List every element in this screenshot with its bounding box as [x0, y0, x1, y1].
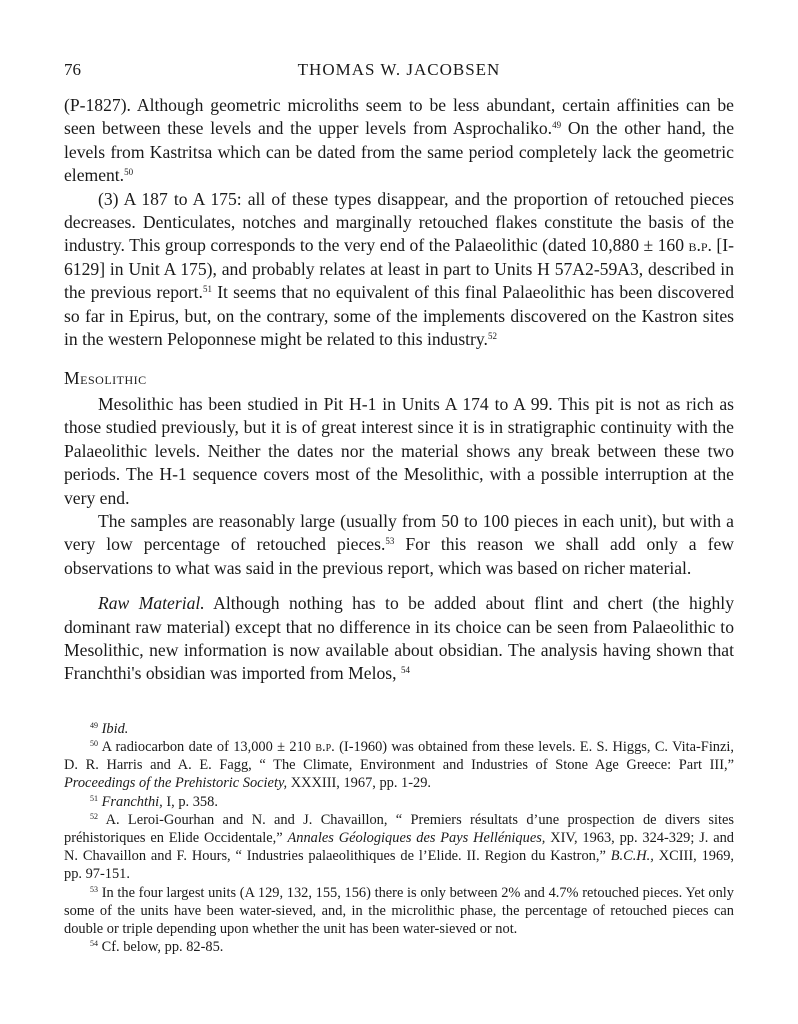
paragraph-5: Raw Material. Although nothing has to be added about flint and chert (the highly dominant raw material) except that no difference in its choice can be seen from Palaeolithic to Mesolithic, new information is now available about obsidian. The analysis having shown that Franchthi's obsidian was imported from Melos, $^{54}$ — [64, 593, 734, 684]
footnote-50: $^{50}$ A radiocarbon date of 13,000 ± 210 b.p. (I-1960) was obtained from these levels. E. S. Higgs, C. Vita-Finzi, D. R. Harris and A. E. Fagg, “ The Climate, Environment and Industries of Stone Age Greece: Part III,” Proceedings of the Prehistoric Society, XXXIII, 1967, pp. 1-29. — [64, 738, 734, 792]
footnote-52: $^{52}$ A. Leroi-Gourhan and N. and J. Chavaillon, “ Premiers résultats d’une prospection de divers sites préhistoriques en Elide Occidentale,” Annales Géologiques des Pays Helléniques, XIV, 1963, pp. 324-329; J. and N. Chavaillon and F. Hours, “ Industries palaeolithiques de l’Elide. II. Region du Kastron,” B.C.H., XCIII, 1969, pp. 97-151. — [64, 811, 734, 883]
footnote-51: $^{51}$ Franchthi, I, p. 358. — [90, 793, 218, 810]
running-head: THOMAS W. JACOBSEN — [297, 60, 501, 79]
page-number: 76 — [64, 60, 81, 79]
paragraph-4: The samples are reasonably large (usually from 50 to 100 pieces in each unit), but with a very low percentage of retouched pieces.$^{53}$ For this reason we shall add only a few observations to what was said in the previous report, which was based on richer material. — [64, 510, 734, 578]
footnote-53: $^{53}$ In the four largest units (A 129, 132, 155, 156) there is only between 2% and 4.7% retouched pieces. Yet only some of the units have been water-sieved, and, in the microlithic phase, the percentage of retouched pieces can double or triple depending upon whether the unit has been water-sieved or not. — [64, 884, 734, 937]
paragraph-1: (P-1827). Although geometric microliths seem to be less abundant, certain affinities can be seen between these levels and the upper levels from Asprochaliko.$^{49}$ On the other hand, the levels from Kastritsa which can be dated from the same period completely lack the geometric element.$^{50}$ — [64, 95, 735, 186]
footnote-ref-52[interactable]: 52 — [487, 331, 497, 342]
footnotes — [64, 720, 734, 957]
footnote-ref-49[interactable]: 49 — [552, 120, 562, 131]
footnote-ref-53[interactable]: 53 — [385, 536, 395, 547]
body-text — [64, 94, 734, 686]
footnote-49: $^{49}$ Ibid. — [90, 720, 129, 737]
section-heading-mesolithic: Mesolithic — [64, 368, 147, 389]
paragraph-3: Mesolithic has been studied in Pit H-1 in Units A 174 to A 99. This pit is not as rich as those studied previously, but it is of great interest since it is in stratigraphic continuity with the Palaeolithic levels. Neither the dates nor the material shows any break between these two periods. The H-1 sequence covers most of the Mesolithic, with a possible interruption at the very end. — [64, 393, 734, 508]
footnote-ref-51[interactable]: 51 — [202, 284, 212, 295]
paragraph-2: (3) A 187 to A 175: all of these types disappear, and the proportion of retouched pieces decreases. Denticulates, notches and marginally retouched flakes constitute the basis of the industry. This group corresponds to the very end of the Palaeolithic (dated 10,880 ± 160 b.p. [I-6129] in Unit A 175), and probably relates at least in part to Units H 57A2-59A3, described in the previous report.$^{51}$ It seems that no equivalent of this final Palaeolithic has been discovered so far in Epirus, but, on the contrary, some of the implements discovered on the Kastron sites in the western Peloponnese might be related to this industry.$^{52}$ — [64, 188, 735, 350]
footnote-54: $^{54}$ Cf. below, pp. 82-85. — [90, 939, 224, 956]
page-header — [64, 60, 734, 86]
footnote-ref-50[interactable]: 50 — [124, 167, 134, 178]
subheading-raw-material: Raw Material. — [98, 593, 205, 614]
footnote-ref-54[interactable]: 54 — [400, 665, 410, 676]
page — [64, 60, 734, 956]
